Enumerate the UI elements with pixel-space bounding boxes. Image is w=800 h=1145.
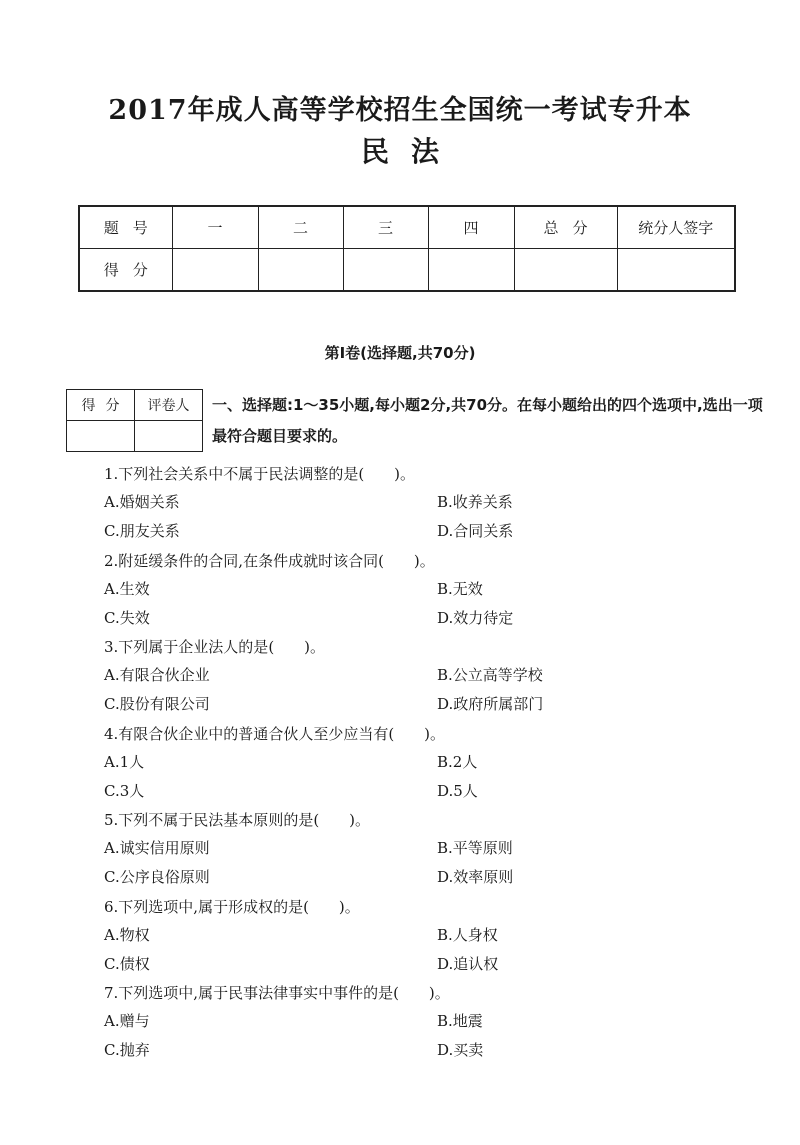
score-cell-part1: 一 <box>172 206 258 249</box>
question-option: C.失效 <box>104 608 150 627</box>
question-option: D.5人 <box>437 781 478 800</box>
section-title: 第Ⅰ卷(选择题,共70分) <box>324 344 476 362</box>
question-option: D.效率原则 <box>437 868 514 886</box>
question-option: C.公序良俗原则 <box>104 868 210 886</box>
question-option: C.朋友关系 <box>104 522 180 540</box>
question-option: B.平等原则 <box>437 839 513 857</box>
question-option: B.收养关系 <box>437 493 513 511</box>
grader-box <box>66 389 203 452</box>
question-option: C.3人 <box>104 781 145 800</box>
question-stem: 2.附延缓条件的合同,在条件成就时该合同( )。 <box>104 551 435 570</box>
question-option: A.诚实信用原则 <box>104 839 210 857</box>
grader-blank <box>135 421 203 452</box>
exam-title: 2017年成人高等学校招生全国统一考试专升本 <box>108 95 692 126</box>
grader-name-label: 评卷人 <box>135 390 203 421</box>
question-option: C.债权 <box>104 954 150 973</box>
question-stem: 1.下列社会关系中不属于民法调整的是( )。 <box>104 465 416 483</box>
score-cell-part2: 二 <box>258 206 343 249</box>
grader-blank <box>67 421 135 452</box>
question-option: A.婚姻关系 <box>104 493 180 511</box>
exam-subject: 民法 <box>360 135 461 168</box>
question-stem: 5.下列不属于民法基本原则的是( )。 <box>104 811 371 829</box>
question-option: A.1人 <box>104 752 145 771</box>
score-cell-part4: 四 <box>428 206 514 249</box>
question-stem: 7.下列选项中,属于民事法律事实中事件的是( )。 <box>104 984 450 1002</box>
question-stem: 3.下列属于企业法人的是( )。 <box>104 638 326 656</box>
question-option: A.生效 <box>104 579 150 598</box>
question-option: C.股份有限公司 <box>104 695 210 713</box>
question-option: C.抛弃 <box>104 1041 150 1059</box>
score-blank <box>343 249 428 292</box>
score-blank <box>514 249 617 292</box>
question-option: D.效力待定 <box>437 608 514 627</box>
question-option: B.2人 <box>437 752 478 771</box>
question-option: D.买卖 <box>437 1041 484 1059</box>
section-instruction: 一、选择题:1～35小题,每小题2分,共70分。在每小题给出的四个选项中,选出一项最符合题目要求的。 <box>212 396 763 445</box>
score-cell-part3: 三 <box>343 206 428 249</box>
grader-score-label: 得分 <box>67 390 135 421</box>
score-blank <box>617 249 735 292</box>
question-option: B.人身权 <box>437 925 498 944</box>
question-option: A.赠与 <box>104 1012 150 1030</box>
question-stem: 4.有限合伙企业中的普通合伙人至少应当有( )。 <box>104 724 446 743</box>
score-cell-total: 总分 <box>514 206 617 249</box>
question-option: A.有限合伙企业 <box>104 666 210 684</box>
score-blank <box>428 249 514 292</box>
score-cell-signature: 统分人签字 <box>617 206 735 249</box>
question-option: D.政府所属部门 <box>437 695 544 713</box>
question-stem: 6.下列选项中,属于形成权的是( )。 <box>104 897 360 916</box>
score-blank <box>172 249 258 292</box>
question-option: B.地震 <box>437 1012 483 1030</box>
score-cell-label: 题号 <box>79 206 172 249</box>
score-blank <box>258 249 343 292</box>
score-table <box>78 205 736 292</box>
score-table-header-row <box>79 206 735 249</box>
question-option: A.物权 <box>104 925 150 944</box>
score-row-label: 得分 <box>79 249 172 292</box>
question-option: B.无效 <box>437 579 483 598</box>
question-option: D.合同关系 <box>437 522 514 540</box>
score-table-score-row <box>79 249 735 292</box>
question-option: B.公立高等学校 <box>437 666 543 684</box>
question-option: D.追认权 <box>437 954 499 973</box>
